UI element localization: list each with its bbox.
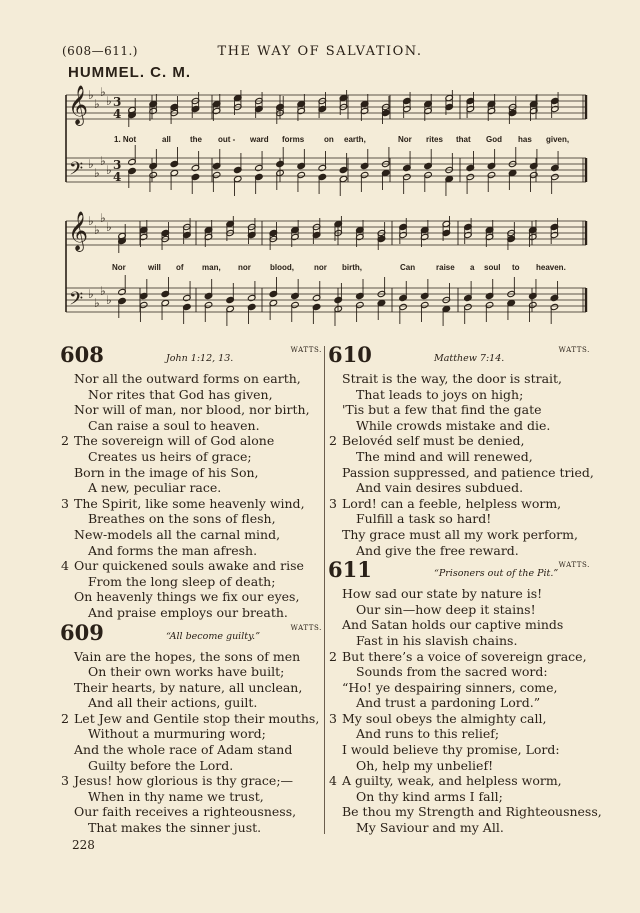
verse-line: On thy kind arms I fall; (356, 788, 503, 804)
hymn-heading (60, 342, 322, 371)
treble-clef: 𝄞 (68, 85, 89, 125)
lyric-syllable: of (176, 263, 184, 272)
lyric-syllable: on (324, 135, 334, 144)
hymn-heading (328, 557, 590, 586)
hymn-610 (328, 342, 594, 558)
hymn-heading (60, 619, 322, 649)
lyric-syllable: soul (484, 263, 501, 272)
lyric-syllable: heaven. (536, 263, 566, 272)
verse-line: And the whole race of Adam stand (74, 742, 293, 758)
verse-line: I would believe thy promise, Lord: (342, 742, 560, 758)
verse-line (60, 496, 322, 512)
flat-sign: ♭ (94, 296, 100, 310)
verse-text: My soul obeys the almighty call, (342, 710, 547, 726)
verse-line: Our sin—how deep it stains! (356, 601, 536, 617)
right-column (328, 342, 602, 836)
lyric-syllable: to (512, 263, 520, 272)
flat-sign: ♭ (100, 211, 106, 225)
lyric-syllable: earth, (344, 135, 366, 144)
stanza (60, 558, 322, 620)
verse-line (328, 433, 590, 449)
verse-line: A new, peculiar race. (88, 480, 222, 496)
lyric-syllable: a (470, 263, 475, 272)
stanza (60, 433, 322, 495)
time-signature: 4 (113, 170, 122, 184)
stanza-number: 3 (329, 495, 337, 511)
lyric-syllable: given, (546, 135, 570, 144)
hymn-author: WATTS. (558, 561, 590, 570)
lyric-syllable: God (486, 135, 502, 144)
flat-sign: ♭ (106, 163, 112, 177)
stanza (60, 649, 322, 711)
verse-line: 'Tis but a few that find the gate (342, 402, 542, 418)
verse-line: The mind and will renewed, (356, 448, 533, 464)
stanza (328, 773, 602, 836)
flat-sign: ♭ (88, 157, 94, 171)
flat-sign: ♭ (106, 94, 112, 108)
verse-text: Belovéd self must be denied, (342, 433, 525, 449)
flat-sign: ♭ (106, 220, 112, 234)
lyric-syllable: birth, (342, 263, 362, 272)
verse-text: Lord! can a feeble, helpless worm, (342, 495, 562, 511)
stanza (328, 649, 590, 711)
verse-text: The sovereign will of God alone (74, 433, 275, 449)
verse-line: “Ho! ye despairing sinners, come, (342, 679, 558, 695)
verse-line: Fast in his slavish chains. (356, 632, 518, 648)
time-signature: 3 (113, 95, 122, 109)
verse-line (328, 711, 590, 727)
lyric-syllable: that (456, 135, 471, 144)
verse-line: And Satan holds our captive minds (342, 617, 564, 633)
music-score (0, 0, 640, 345)
lyric-syllable: ward (250, 135, 269, 144)
lyric-syllable: forms (282, 135, 305, 144)
lyric-syllable: man, (202, 263, 221, 272)
hymn-author: WATTS. (290, 346, 322, 354)
verse-line: On heavenly things we fix our eyes, (74, 589, 300, 605)
lyric-syllable: blood, (270, 263, 294, 272)
flat-sign: ♭ (106, 293, 112, 307)
hymn-611 (328, 557, 602, 836)
verse-text: The Spirit, like some heavenly wind, (74, 495, 305, 511)
verse-line: From the long sleep of death; (88, 573, 276, 589)
time-signature: 3 (113, 158, 122, 172)
hymn-author: WATTS. (558, 346, 590, 354)
verse-line (328, 649, 590, 665)
stanza-number: 3 (329, 710, 337, 726)
stanza-number: 2 (329, 648, 337, 664)
verse-line: And runs to this relief; (356, 726, 500, 742)
verse-text: But there’s a voice of sovereign grace, (342, 648, 587, 664)
time-signature: 4 (113, 107, 122, 121)
stanza (60, 496, 322, 558)
verse-line: Guilty before the Lord. (88, 757, 234, 773)
hymn-author: WATTS. (290, 623, 322, 632)
verse-line (60, 711, 322, 727)
verse-line: Thy grace must all my work perform, (342, 526, 578, 542)
verse-text: Jesus! how glorious is thy grace;— (74, 773, 294, 789)
verse-line: Their hearts, by nature, all unclean, (74, 679, 303, 695)
lyric-syllable: Nor (398, 135, 412, 144)
verse-line: And trust a pardoning Lord.” (356, 695, 541, 711)
lyric-syllable: rites (426, 135, 443, 144)
stanza-number: 3 (61, 495, 69, 511)
lyric-syllable: the (190, 135, 202, 144)
stanza-number: 2 (61, 433, 69, 449)
page-number: 228 (72, 838, 95, 852)
verse-line: Without a murmuring word; (88, 726, 266, 742)
treble-clef: 𝄞 (68, 211, 89, 251)
verse-line (328, 773, 590, 789)
stanza (328, 496, 590, 558)
stanza (60, 371, 322, 433)
flat-sign: ♭ (94, 97, 100, 111)
verse-line: Be thou my Strength and Righteousness, (342, 804, 602, 820)
verse-line: Oh, help my unbelief! (356, 757, 494, 773)
flat-sign: ♭ (94, 166, 100, 180)
lyric-syllable: nor (314, 263, 327, 272)
verse-line: Can raise a soul to heaven. (88, 417, 260, 433)
verse-line: Born in the image of his Son, (74, 464, 259, 480)
verse-line: Breathes on the sons of flesh, (88, 511, 276, 527)
verse-line: That makes the sinner just. (88, 820, 262, 836)
flat-sign: ♭ (88, 287, 94, 301)
verse-line: Nor rites that God has given, (88, 386, 273, 402)
verse-line (60, 558, 322, 574)
flat-sign: ♭ (100, 154, 106, 168)
lyric-syllable: raise (436, 263, 455, 272)
hymn-number: 608 (60, 342, 104, 367)
verse-line: Our faith receives a righteousness, (74, 804, 297, 820)
hymn-609 (60, 619, 322, 836)
verse-text: A guilty, weak, and helpless worm, (342, 773, 562, 789)
flat-sign: ♭ (88, 214, 94, 228)
verse-line: And praise employs our breath. (88, 604, 288, 620)
verse-line (60, 773, 322, 789)
stanza-number: 3 (61, 773, 69, 789)
lyric-syllable: will (148, 263, 161, 272)
verse-line (60, 433, 322, 449)
verse-line: That leads to joys on high; (356, 386, 524, 402)
verse-text: Our quickened souls awake and rise (74, 558, 304, 574)
verse-line: And forms the man afresh. (88, 542, 258, 558)
verse-line (328, 496, 590, 512)
hymn-number: 610 (328, 342, 372, 367)
verse-line: Strait is the way, the door is strait, (342, 371, 563, 386)
verse-line: Nor all the outward forms on earth, (74, 371, 301, 386)
lyric-syllable: all (162, 135, 171, 144)
verse-line: And give the free reward. (356, 542, 519, 558)
verse-line: While crowds mistake and die. (356, 417, 551, 433)
flat-sign: ♭ (100, 85, 106, 99)
verse-line: My Saviour and my All. (356, 820, 504, 836)
stanza (328, 711, 590, 773)
scripture-reference: John 1:12, 13. (166, 353, 234, 364)
verse-line: When in thy name we trust, (88, 788, 264, 804)
verse-line: Sounds from the sacred word: (356, 664, 548, 680)
scripture-reference: Matthew 7:14. (434, 353, 505, 364)
hymn-608 (60, 342, 322, 621)
column-divider (324, 346, 325, 834)
scripture-reference: “Prisoners out of the Pit.” (434, 568, 559, 580)
lyric-syllable: Can (400, 263, 416, 272)
hymn-number: 611 (328, 557, 372, 583)
stanza (60, 711, 322, 773)
verse-line: And vain desires subdued. (356, 480, 524, 496)
tune-name: HUMMEL. C. M. (68, 64, 191, 81)
stanza-number: 2 (329, 433, 337, 449)
stanza-number: 2 (61, 710, 69, 726)
lyric-syllable: has (518, 135, 532, 144)
lyric-syllable: out - (218, 135, 236, 144)
verse-line: Vain are the hopes, the sons of men (74, 648, 301, 664)
bass-clef: 𝄢 (69, 289, 84, 314)
scripture-reference: “All become guilty.” (166, 630, 261, 642)
stanza (328, 371, 590, 433)
stanza-number: 4 (61, 558, 69, 574)
flat-sign: ♭ (88, 88, 94, 102)
hymn-heading (328, 342, 590, 371)
hymn-range: (608—611.) (62, 44, 138, 58)
verse-text: Let Jew and Gentile stop their mouths, (74, 710, 320, 726)
bass-clef: 𝄢 (69, 159, 84, 184)
hymn-number: 609 (60, 619, 104, 645)
left-column (60, 342, 322, 836)
verse-line: New-models all the carnal mind, (74, 526, 281, 542)
lyric-syllable: nor (238, 263, 251, 272)
verse-line: Passion suppressed, and patience tried, (342, 464, 594, 480)
stanza (60, 773, 322, 835)
lyric-syllable: 1. Not (114, 135, 137, 144)
verse-line: Fulfill a task so hard! (356, 511, 492, 527)
verse-line: Nor will of man, nor blood, nor birth, (74, 402, 310, 418)
verse-line: How sad our state by nature is! (342, 586, 543, 602)
flat-sign: ♭ (100, 284, 106, 298)
stanza (328, 586, 590, 648)
verse-line: And all their actions, guilt. (88, 695, 258, 711)
stanza (328, 433, 594, 496)
section-title: THE WAY OF SALVATION. (217, 44, 423, 59)
verse-line: On their own works have built; (88, 664, 285, 680)
flat-sign: ♭ (94, 223, 100, 237)
verse-line: Creates us heirs of grace; (88, 448, 252, 464)
lyric-syllable: Nor (112, 263, 126, 272)
stanza-number: 4 (329, 773, 337, 789)
